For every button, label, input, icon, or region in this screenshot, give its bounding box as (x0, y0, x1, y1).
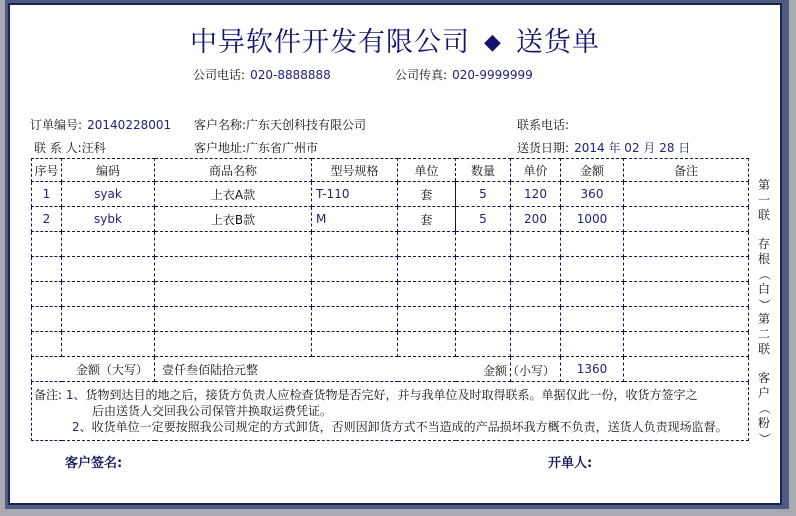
cell-no: 1 (32, 182, 62, 207)
total-upper-value: 壹仟叁佰陆拾元整 (155, 357, 511, 382)
table-row-empty (32, 232, 749, 257)
cell-no: 2 (32, 207, 62, 232)
cell-amount: 1000 (561, 207, 624, 232)
table-row-empty (32, 332, 749, 357)
table-row-empty (32, 282, 749, 307)
cell-remark (624, 182, 749, 207)
note-item-1: 货物到达目的地之后，接货方负责人应检查货物是否完好，并与我单位及时取得联系。单据仅此一份，收货方签字之 (85, 388, 698, 402)
table-row (32, 182, 749, 207)
total-upper-label: 金额（大写） (32, 357, 155, 382)
cell-remark (624, 207, 749, 232)
customer-signature-label: 客户签名: (65, 456, 123, 471)
totals-remark (624, 357, 749, 382)
notes-cell: 备注: 1、货物到达目的地之后，接货方负责人应检查货物是否完好，并与我单位及时取得联系。单据仅此一份，收货方签字之 后由送货人交回我公司保管并换取运费凭证。 2、收货单位一定要按照我公司规定的方式卸货，否则因卸货方式不当造成的产品损坏我方概不负责，送货人负责现场监督。 (32, 382, 749, 441)
company-fax: 公司传真: 020-9999999 (395, 68, 533, 82)
table-header-row (32, 159, 749, 182)
total-lower-value: 1360 (561, 357, 624, 382)
cell-unit: 套 (398, 182, 456, 207)
issuer-label: 开单人: (548, 456, 593, 471)
cell-spec: M (312, 207, 398, 232)
notes-row (32, 382, 749, 441)
table-row-empty (32, 257, 749, 282)
document-title: 送货单 (515, 27, 600, 58)
totals-row (32, 357, 749, 382)
order-number: 订单编号: 20140228001 (30, 118, 172, 132)
col-header-remark: 备注 (624, 159, 749, 182)
col-header-unit: 单位 (398, 159, 456, 182)
total-lower-label-text: 金额（小写） (483, 364, 556, 378)
cell-spec: T-110 (312, 182, 398, 207)
company-phone: 公司电话: 020-8888888 (193, 68, 331, 82)
col-header-amount: 金额 (561, 159, 624, 182)
col-header-qty: 数量 (456, 159, 511, 182)
col-header-name: 商品名称 (155, 159, 312, 182)
col-header-code: 编码 (62, 159, 155, 182)
cell-code: syak (62, 182, 155, 207)
table-row-empty (32, 307, 749, 332)
items-table (31, 158, 749, 441)
cell-code: sybk (62, 207, 155, 232)
company-name: 中异软件开发有限公司 (190, 27, 470, 58)
contact-person: 联 系 人:汪科 (34, 141, 106, 155)
cell-name: 上衣A款 (155, 182, 312, 207)
copy-designation: 第 一 联 存 根 （ 白 ） 第 二 联 客 户 （ 粉 ） (757, 178, 772, 445)
table-row (32, 207, 749, 232)
customer-name: 客户名称:广东天创科技有限公司 (194, 118, 367, 132)
col-header-spec: 型号规格 (312, 159, 398, 182)
delivery-date: 送货日期: 2014 年 02 月 28 日 (517, 141, 691, 155)
col-header-no: 序号 (32, 159, 62, 182)
cell-amount: 360 (561, 182, 624, 207)
note-item-1-cont: 后由送货人交回我公司保管并换取运费凭证。 (92, 404, 333, 418)
col-header-price: 单价 (511, 159, 561, 182)
notes-label: 备注: (34, 388, 63, 402)
cell-price: 120 (511, 182, 561, 207)
cell-qty: 5 (456, 182, 511, 207)
note-item-2: 收货单位一定要按照我公司规定的方式卸货，否则因卸货方式不当造成的产品损坏我方概不负责，送货人负责现场监督。 (91, 420, 728, 434)
cell-unit: 套 (398, 207, 456, 232)
diamond-icon: ◆ (484, 30, 502, 55)
page-title (190, 20, 600, 59)
cell-price: 200 (511, 207, 561, 232)
cell-qty: 5 (456, 207, 511, 232)
customer-address: 客户地址:广东省广州市 (194, 141, 319, 155)
cell-name: 上衣B款 (155, 207, 312, 232)
contact-phone: 联系电话: (517, 118, 570, 132)
